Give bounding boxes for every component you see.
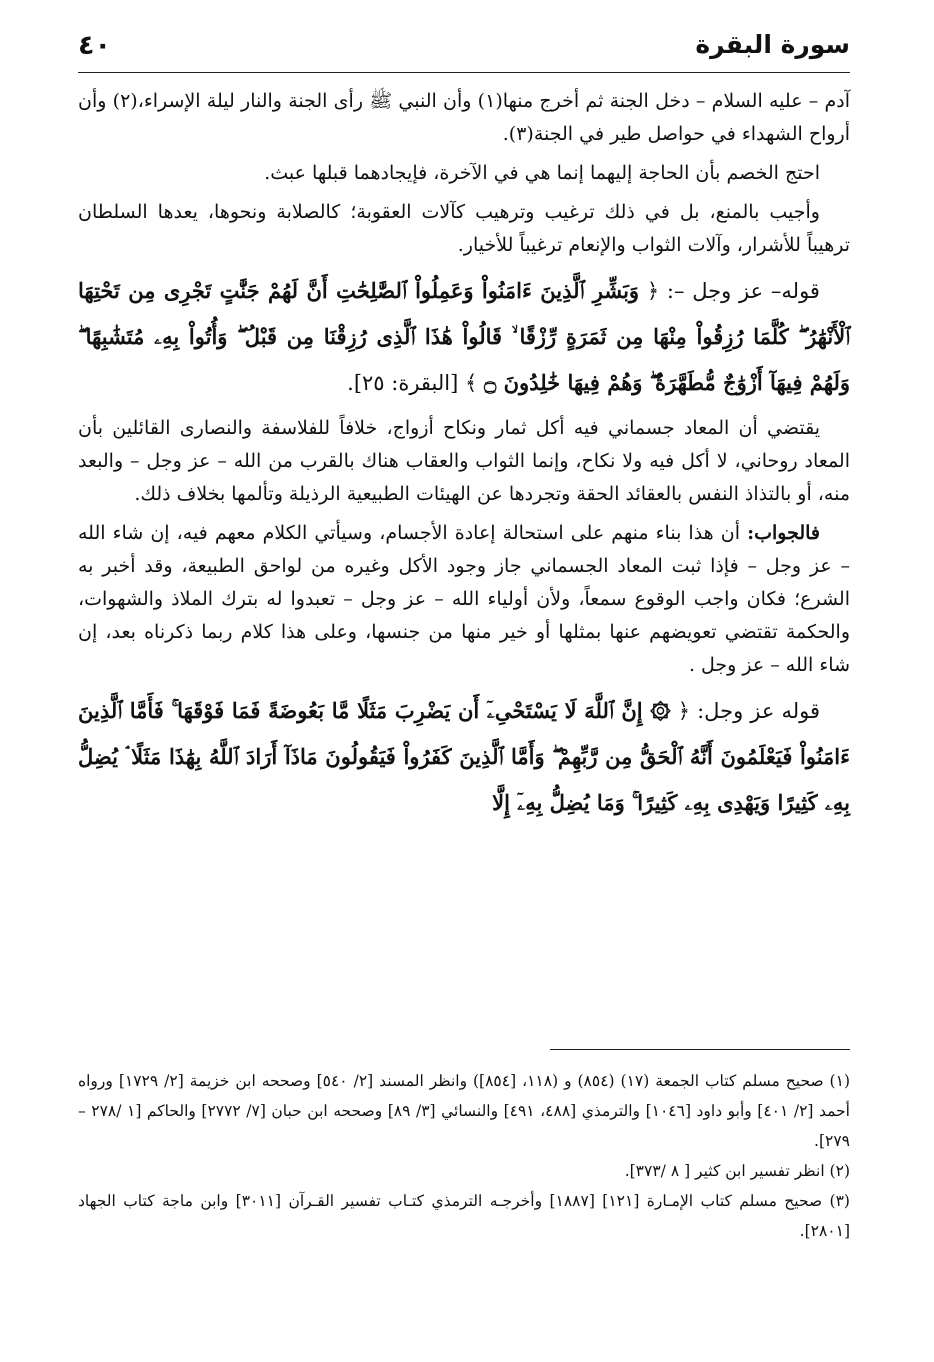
verse-intro: قوله عز وجل: <box>697 699 820 723</box>
page-number: ٤٠ <box>78 30 111 61</box>
answer-text: أن هذا بناء منهم على استحالة إعادة الأجسام، وسيأتي الكلام معهم فيه، إن شاء الله – عز وجل – فإذا ثبت المعاد الجسماني جاز وجود الأكل وغيره من لواحق الطبيعة، وقد أخبر به الشرع؛ فكان واجب الوقوع سمعاً، ولأن أولياء الله – عز وجل – تعبدوا له بترك الملاذ والشهوات، والحكمة تقتضي تعويضهم عنها بمثلها أو خير منها من جنسها، وعلى هذا كلام ربما ذكرناه بعد، إن شاء الله – عز وجل . <box>78 522 850 676</box>
open-ornate-bracket: ﴿ <box>646 279 660 303</box>
page-body <box>78 85 850 826</box>
footnote-separator <box>550 1049 850 1050</box>
paragraph-answer <box>78 517 850 682</box>
open-ornate-bracket: ﴿ <box>677 699 691 723</box>
verse-reference: [البقرة: ٢٥]. <box>347 371 459 395</box>
verse-intro: قوله– عز وجل –: <box>666 279 820 303</box>
surah-title: سورة البقرة <box>695 30 850 59</box>
answer-lead: فالجواب: <box>747 522 820 544</box>
paragraph-commentary: يقتضي أن المعاد جسماني فيه أكل ثمار ونكاح أزواج، خلافاً للفلاسفة والنصارى القائلين بأن المعاد روحاني، لا أكل فيه ولا نكاح، وإنما الثواب والعقاب هناك بالقرب من الله – عز وجل – والبعد منه، أو بالتذاذ النفس بالعقائد الحقة وتجردها عن الهيئات الطبيعية الرذيلة وتألمها بخلاف ذلك. <box>78 417 850 505</box>
close-ornate-bracket: ﴾ <box>465 371 478 395</box>
footnote-2: (٢) انظر تفسير ابن كثير [ ٨ /٣٧٣]. <box>624 1162 850 1180</box>
book-page <box>78 28 851 1240</box>
quran-text: وَبَشِّرِ ٱلَّذِينَ ءَامَنُواْ وَعَمِلُواْ ٱلصَّٰلِحَٰتِ أَنَّ لَهُمْ جَنَّٰتٍ تَجْرِى مِن تَحْتِهَا ٱلْأَنْهَٰرُ ۖ كُلَّمَا رُزِقُواْ مِنْهَا مِن ثَمَرَةٍ رِّزْقًا ۙ قَالُواْ هَٰذَا ٱلَّذِى رُزِقْنَا مِن قَبْلُ ۖ وَأُتُواْ بِهِۦ مُتَشَٰبِهًا ۖ وَلَهُمْ فِيهَآ أَزْوَٰجٌ مُّطَهَّرَةٌ ۖ وَهُمْ فِيهَا خَٰلِدُونَ ۝ <box>78 278 850 395</box>
footnote-1: (١) صحيح مسلم كتاب الجمعة (١٧) (٨٥٤) و (١١٨، [٨٥٤]) وانظر المسند [٢/ ٥٤٠] وصححه ابن خزيمة [٢/ ١٧٢٩] ورواه أحمد [٢/ ٤٠١] وأبو داود [١٠٤٦] والترمذي [٤٨٨، ٤٩١] والنسائي [٣/ ٨٩] وصححه ابن حبان [٧/ ٢٧٧٢] والحاكم [١ /٢٧٨ – ٢٧٩]. <box>78 1072 851 1150</box>
footnotes <box>78 1066 850 1246</box>
paragraph-objection: احتج الخصم بأن الحاجة إليهما إنما هي في الآخرة، فإيجادهما قبلها عبث. <box>264 162 820 184</box>
paragraph-reply: وأجيب بالمنع، بل في ذلك ترغيب وترهيب كآلات العقوبة؛ كالصلابة ونحوها، يعدها السلطان ترهيباً للأشرار، وآلات الثواب والإنعام ترغيباً للأخيار. <box>78 201 850 256</box>
verse-citation-2 <box>78 688 850 826</box>
verse-citation-1 <box>78 268 850 406</box>
quran-text: ۞ إِنَّ ٱللَّهَ لَا يَسْتَحْىِۦٓ أَن يَضْرِبَ مَثَلًا مَّا بَعُوضَةً فَمَا فَوْقَهَا ۚ فَأَمَّا ٱلَّذِينَ ءَامَنُواْ فَيَعْلَمُونَ أَنَّهُ ٱلْحَقُّ مِن رَّبِّهِمْ ۖ وَأَمَّا ٱلَّذِينَ كَفَرُواْ فَيَقُولُونَ مَاذَآ أَرَادَ ٱللَّهُ بِهَٰذَا مَثَلًا ۘ يُضِلُّ بِهِۦ كَثِيرًا وَيَهْدِى بِهِۦ كَثِيرًا ۚ وَمَا يُضِلُّ بِهِۦٓ إِلَّا <box>78 698 850 815</box>
paragraph-adam: آدم – عليه السلام – دخل الجنة ثم أخرج منها(١) وأن النبي ﷺ رأى الجنة والنار ليلة الإسراء،(٢) وأن أرواح الشهداء في حواصل طير في الجنة(٣). <box>78 90 851 145</box>
footnote-3: (٣) صحيح مسلم كتاب الإمـارة [١٢١] [١٨٨٧] وأخرجـه الترمذي كتـاب تفسير القـرآن [٣٠١١] وابن ماجة كتاب الجهاد [٢٨٠١]. <box>78 1192 850 1240</box>
page-header <box>78 28 850 73</box>
